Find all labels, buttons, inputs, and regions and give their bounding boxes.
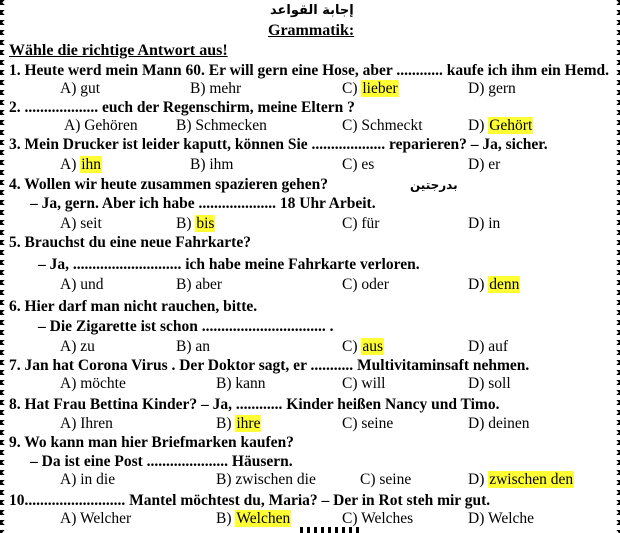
question-10 bbox=[9, 492, 490, 510]
q7-option-b[interactable]: B) kann bbox=[216, 375, 266, 392]
question-text: Heute werd mein Mann 60. Er will gern eine Hose, aber ............ kaufe ich ihm ein Hemd. bbox=[24, 62, 610, 79]
q5-option-b[interactable]: B) aber bbox=[176, 276, 223, 293]
correct-answer-highlight: aus bbox=[362, 338, 384, 355]
question-5-line-2: – Ja, ............................ ich habe meine Fahrkarte verloren. bbox=[38, 256, 420, 273]
correct-answer-highlight: bis bbox=[196, 215, 215, 232]
q6-option-c[interactable]: C) aus bbox=[342, 338, 384, 355]
q4-option-b[interactable]: B) bis bbox=[176, 215, 215, 232]
q1-option-b[interactable]: B) mehr bbox=[190, 80, 242, 97]
q8-option-c[interactable]: C) seine bbox=[342, 415, 394, 432]
correct-answer-highlight: lieber bbox=[362, 80, 398, 97]
question-number: 5. bbox=[9, 234, 21, 251]
correct-answer-highlight: Welchen bbox=[236, 510, 291, 527]
q9-option-a[interactable]: A) in die bbox=[60, 471, 116, 488]
question-text: Hat Frau Bettina Kinder? – Ja, ............ Kinder heißen Nancy und Timo. bbox=[24, 396, 500, 413]
cropped-bottom-text bbox=[300, 527, 360, 533]
q2-option-d[interactable]: D) Gehört bbox=[468, 117, 533, 134]
q2-option-b[interactable]: B) Schmecken bbox=[176, 117, 267, 134]
arabic-grade-note: بدرجتين bbox=[410, 178, 458, 192]
question-number: 2. bbox=[9, 99, 21, 116]
question-text: Hier darf man nicht rauchen, bitte. bbox=[24, 298, 258, 315]
page-border-left bbox=[0, 0, 8, 533]
question-6-line-2: – Die Zigarette ist schon ................................ . bbox=[38, 318, 334, 335]
question-number: 9. bbox=[9, 434, 21, 451]
q9-option-b[interactable]: B) zwischen die bbox=[216, 471, 316, 488]
q10-option-b[interactable]: B) Welchen bbox=[216, 510, 291, 527]
question-1 bbox=[9, 62, 609, 80]
question-3 bbox=[9, 136, 548, 154]
question-text: ......................... Mantel möchtest du, Maria? – Der in Rot steh mir gut. bbox=[28, 492, 491, 509]
question-text: ................... euch der Regenschirm, meine Eltern ? bbox=[24, 99, 355, 116]
arabic-heading: إجابة القواعد bbox=[270, 3, 354, 18]
q5-option-d[interactable]: D) denn bbox=[468, 276, 520, 293]
question-8 bbox=[9, 396, 499, 414]
question-9-line-2: – Da ist eine Post ..................... Häusern. bbox=[30, 453, 293, 470]
q9-option-d[interactable]: D) zwischen den bbox=[468, 471, 574, 488]
q4-option-a[interactable]: A) seit bbox=[60, 215, 102, 232]
q3-option-a[interactable]: A) ihn bbox=[60, 156, 102, 173]
q8-option-a[interactable]: A) Ihren bbox=[60, 415, 113, 432]
q2-option-c[interactable]: C) Schmeckt bbox=[342, 117, 423, 134]
q7-option-a[interactable]: A) möchte bbox=[60, 375, 126, 392]
q2-option-a[interactable]: A) Gehören bbox=[64, 117, 138, 134]
q7-option-d[interactable]: D) soll bbox=[468, 375, 511, 392]
question-text: Jan hat Corona Virus . Der Doktor sagt, er ........... Multivitaminsaft nehmen. bbox=[24, 357, 530, 374]
correct-answer-highlight: denn bbox=[489, 276, 520, 293]
q8-option-d[interactable]: D) deinen bbox=[468, 415, 530, 432]
q1-option-c[interactable]: C) lieber bbox=[342, 80, 398, 97]
q3-option-c[interactable]: C) es bbox=[342, 156, 375, 173]
q1-option-d[interactable]: D) gern bbox=[468, 80, 516, 97]
question-number: 10. bbox=[9, 492, 29, 509]
question-number: 1. bbox=[9, 62, 21, 79]
question-number: 4. bbox=[9, 176, 21, 193]
question-number: 8. bbox=[9, 396, 21, 413]
q10-option-d[interactable]: D) Welche bbox=[468, 510, 535, 527]
q3-option-d[interactable]: D) er bbox=[468, 156, 501, 173]
question-number: 3. bbox=[9, 136, 21, 153]
q7-option-c[interactable]: C) will bbox=[342, 375, 386, 392]
question-4 bbox=[9, 176, 328, 194]
q6-option-d[interactable]: D) auf bbox=[468, 338, 509, 355]
question-text: Mein Drucker ist leider kaputt, können Sie ................... reparieren? – Ja, sicher. bbox=[24, 136, 548, 153]
q4-option-d[interactable]: D) in bbox=[468, 215, 501, 232]
question-text: Wollen wir heute zusammen spazieren gehen? bbox=[24, 176, 329, 193]
q6-option-b[interactable]: B) an bbox=[176, 338, 211, 355]
q4-option-c[interactable]: C) für bbox=[342, 215, 380, 232]
question-5 bbox=[9, 234, 251, 252]
q10-option-a[interactable]: A) Welcher bbox=[60, 510, 132, 527]
q5-option-c[interactable]: C) oder bbox=[342, 276, 389, 293]
q9-option-c[interactable]: C) seine bbox=[360, 471, 412, 488]
question-number: 6. bbox=[9, 298, 21, 315]
instruction-text: Wähle die richtige Antwort aus! bbox=[9, 42, 228, 59]
correct-answer-highlight: zwischen den bbox=[489, 471, 574, 488]
question-7 bbox=[9, 357, 529, 375]
q1-option-a[interactable]: A) gut bbox=[60, 80, 101, 97]
correct-answer-highlight: ihn bbox=[81, 156, 102, 173]
q5-option-a[interactable]: A) und bbox=[60, 276, 104, 293]
q3-option-b[interactable]: B) ihm bbox=[190, 156, 234, 173]
q8-option-b[interactable]: B) ihre bbox=[216, 415, 261, 432]
question-4-line-2: – Ja, gern. Aber ich habe .................... 18 Uhr Arbeit. bbox=[30, 195, 376, 212]
question-9 bbox=[9, 434, 294, 452]
correct-answer-highlight: Gehört bbox=[489, 117, 533, 134]
question-6 bbox=[9, 298, 257, 316]
correct-answer-highlight: ihre bbox=[236, 415, 261, 432]
page-border-right bbox=[614, 0, 620, 533]
question-text: Brauchst du eine neue Fahrkarte? bbox=[24, 234, 251, 251]
question-number: 7. bbox=[9, 357, 21, 374]
page-title: Grammatik: bbox=[268, 22, 355, 39]
question-2 bbox=[9, 99, 355, 117]
q10-option-c[interactable]: C) Welches bbox=[342, 510, 414, 527]
question-text: Wo kann man hier Briefmarken kaufen? bbox=[24, 434, 294, 451]
q6-option-a[interactable]: A) zu bbox=[60, 338, 95, 355]
